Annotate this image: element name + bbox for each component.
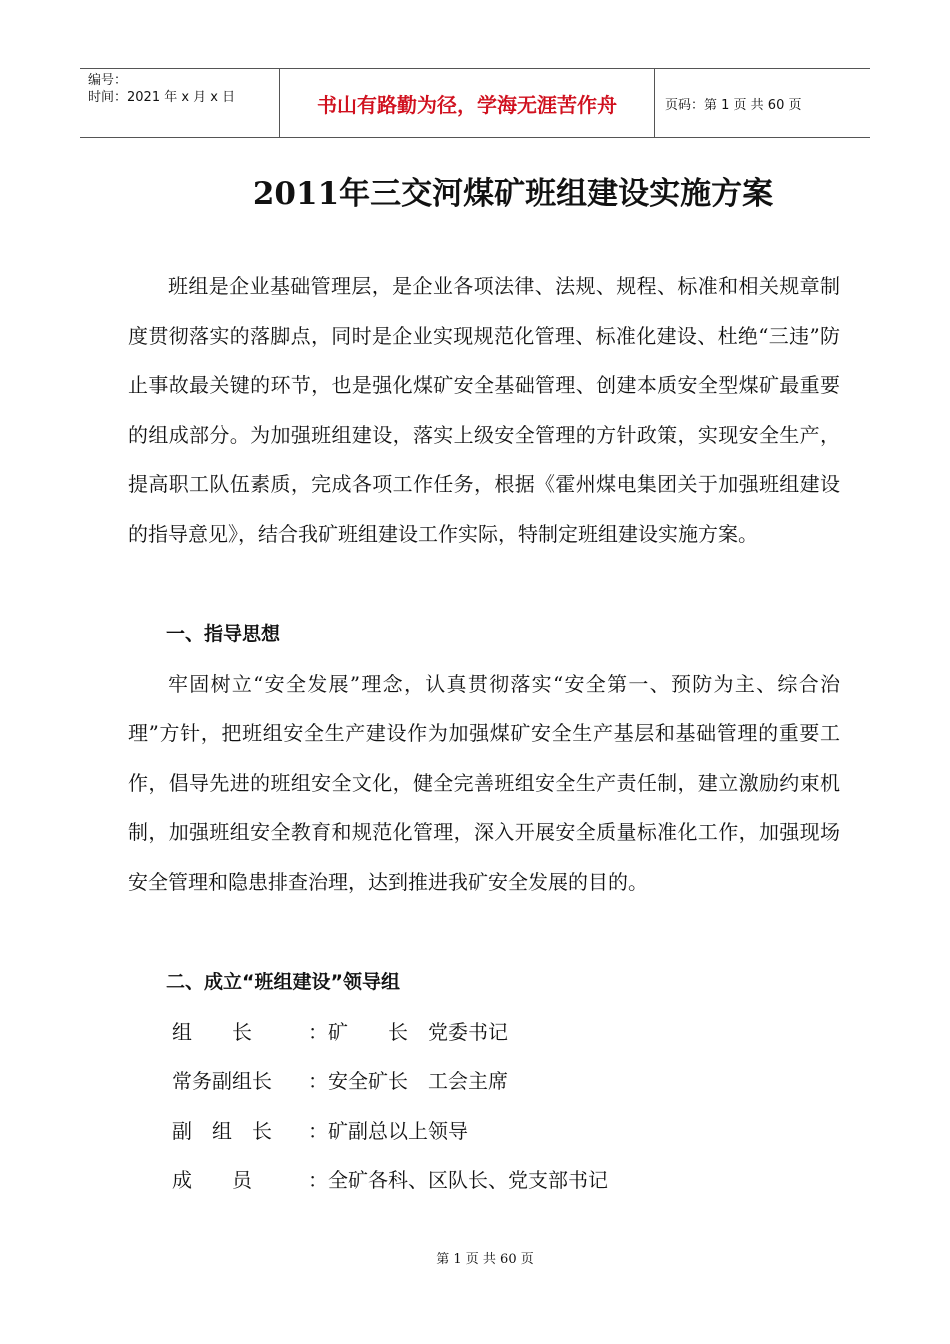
page-footer: 第 1 页 共 60 页 [436,1252,534,1267]
section-leadership-group [128,958,840,1206]
member-colon: ： [308,1069,328,1094]
time-label: 时间：2021 年 x 月 x 日 [88,90,236,105]
header-motto: 书山有路勤为径，学海无涯苦作舟 [280,69,655,137]
section1-paragraph: 牢固树立“安全发展”理念，认真贯彻落实“安全第一、预防为主、综合治理”方针，把班组安全生产建设作为加强煤矿安全生产基层和基础管理的重要工作，倡导先进的班组安全文化，健全完善班组安全生产责任制，建立激励约束机制，加强班组安全教育和规范化管理，深入开展安全质量标准化工作，加强现场安全管理和隐患排查治理，达到推进我矿安全发展的目的。 [128,671,840,894]
member-role: 常务副组长 [172,1069,272,1094]
member-value: 矿副总以上领导 [328,1118,468,1143]
page-header [80,68,870,138]
header-meta [80,69,280,137]
member-colon: ： [308,1118,328,1143]
member-row [128,1057,840,1107]
member-role: 副 组 长 [172,1118,272,1143]
document-body [128,262,840,560]
member-row [128,1156,840,1206]
member-row [128,1107,840,1157]
section2-heading: 二、成立“班组建设”领导组 [166,971,400,993]
number-label: 编号： [88,73,128,88]
document-title: 2011年三交河煤矿班组建设实施方案 [252,176,774,212]
header-page-info: 页码：第 1 页 共 60 页 [665,97,802,113]
member-colon: ： [308,1019,328,1044]
member-value: 全矿各科、区队长、党支部书记 [328,1168,608,1193]
member-colon: ： [308,1168,328,1193]
section-guiding-thought [128,610,840,908]
member-value: 安全矿长 工会主席 [328,1069,508,1094]
member-row [128,1008,840,1058]
member-value: 矿 长 党委书记 [328,1019,508,1044]
member-role: 成 员 [172,1168,252,1193]
member-role: 组 长 [172,1019,252,1044]
intro-paragraph: 班组是企业基础管理层，是企业各项法律、法规、规程、标准和相关规章制度贯彻落实的落脚点，同时是企业实现规范化管理、标准化建设、杜绝“三违”防止事故最关键的环节，也是强化煤矿安全基础管理、创建本质安全型煤矿最重要的组成部分。为加强班组建设，落实上级安全管理的方针政策，实现安全生产，提高职工队伍素质，完成各项工作任务，根据《霍州煤电集团关于加强班组建设的指导意见》，结合我矿班组建设工作实际，特制定班组建设实施方案。 [128,274,840,546]
section1-heading: 一、指导思想 [166,623,281,645]
